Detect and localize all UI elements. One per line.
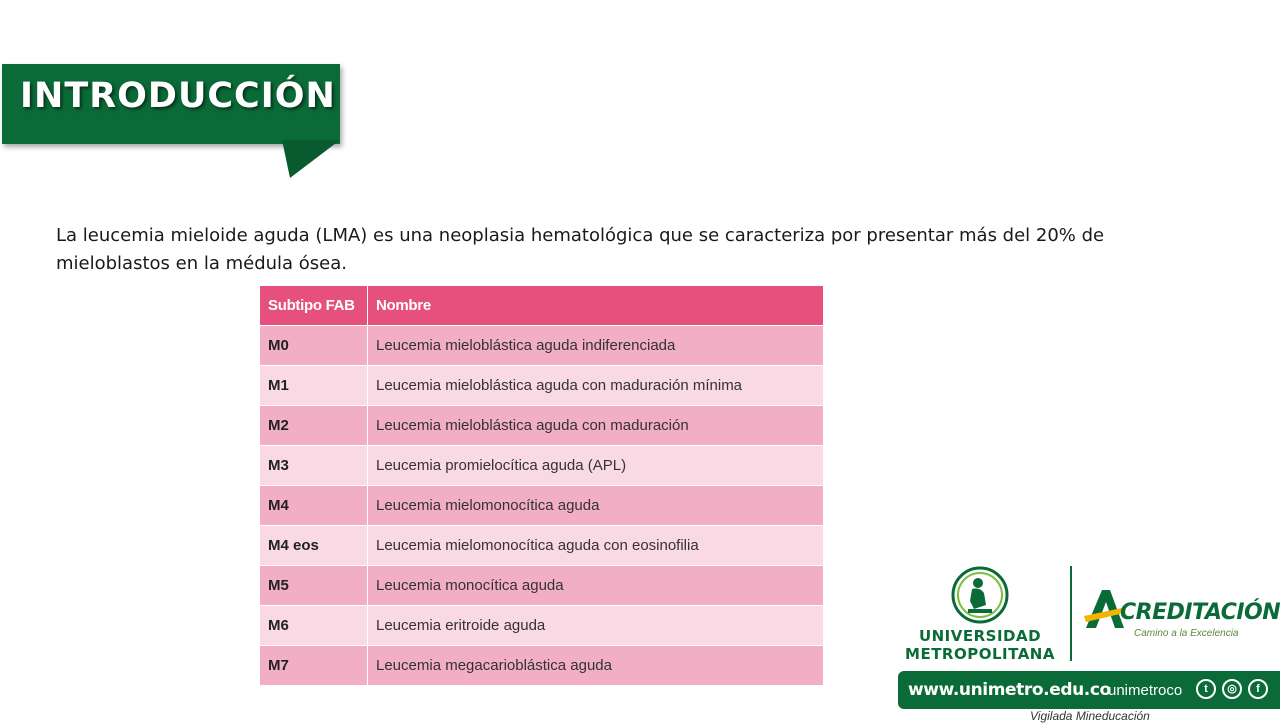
row-name: Leucemia eritroide aguda: [368, 606, 824, 646]
logo-divider: [1070, 566, 1072, 661]
row-code: M3: [260, 446, 368, 486]
table-row: [260, 566, 824, 606]
row-code: M7: [260, 646, 368, 686]
table-row: [260, 606, 824, 646]
table-row: [260, 406, 824, 446]
row-code: M0: [260, 326, 368, 366]
table-row: [260, 646, 824, 686]
table-row: [260, 486, 824, 526]
table-row: [260, 526, 824, 566]
social-handle: unimetroco: [1108, 682, 1183, 699]
row-name: Leucemia promielocítica aguda (APL): [368, 446, 824, 486]
row-name: Leucemia mieloblástica aguda con maduración: [368, 406, 824, 446]
university-logo: [900, 565, 1060, 665]
row-code: M5: [260, 566, 368, 606]
header-subtipo: Subtipo FAB: [260, 286, 368, 326]
row-name: Leucemia mieloblástica aguda con maduración mínima: [368, 366, 824, 406]
row-code: M4: [260, 486, 368, 526]
footer-subtext: Vigilada Mineducación: [1030, 709, 1150, 723]
accreditation-logo: [1082, 584, 1280, 654]
table-header-row: [260, 286, 824, 326]
intro-paragraph: La leucemia mieloide aguda (LMA) es una neoplasia hematológica que se caracteriza por presentar más del 20% de mieloblastos en la médula ósea.: [56, 225, 1105, 274]
banner-fold-tail: [282, 140, 342, 180]
table-row: [260, 446, 824, 486]
university-name-line2: METROPOLITANA: [905, 645, 1055, 663]
row-name: Leucemia mielomonocítica aguda con eosinofilia: [368, 526, 824, 566]
accreditation-word: CREDITACIÓN: [1120, 600, 1280, 625]
row-name: Leucemia mieloblástica aguda indiferenciada: [368, 326, 824, 366]
fab-subtypes-table: [259, 285, 824, 686]
website-link[interactable]: www.unimetro.edu.co: [908, 680, 1111, 700]
table-row: [260, 366, 824, 406]
row-code: M6: [260, 606, 368, 646]
university-name-line1: UNIVERSIDAD: [918, 627, 1042, 645]
twitter-icon[interactable]: t: [1196, 679, 1216, 699]
row-name: Leucemia megacarioblástica aguda: [368, 646, 824, 686]
slide-title: INTRODUCCIÓN: [20, 76, 336, 116]
row-code: M2: [260, 406, 368, 446]
instagram-icon[interactable]: ◎: [1222, 679, 1242, 699]
footer-bar: [898, 671, 1280, 709]
row-code: M4 eos: [260, 526, 368, 566]
thinker-emblem-icon: [950, 565, 1010, 625]
row-name: Leucemia monocítica aguda: [368, 566, 824, 606]
table-row: [260, 326, 824, 366]
row-name: Leucemia mielomonocítica aguda: [368, 486, 824, 526]
row-code: M1: [260, 366, 368, 406]
header-nombre: Nombre: [368, 286, 824, 326]
facebook-icon[interactable]: f: [1248, 679, 1268, 699]
accreditation-tagline: Camino a la Excelencia: [1134, 628, 1239, 639]
